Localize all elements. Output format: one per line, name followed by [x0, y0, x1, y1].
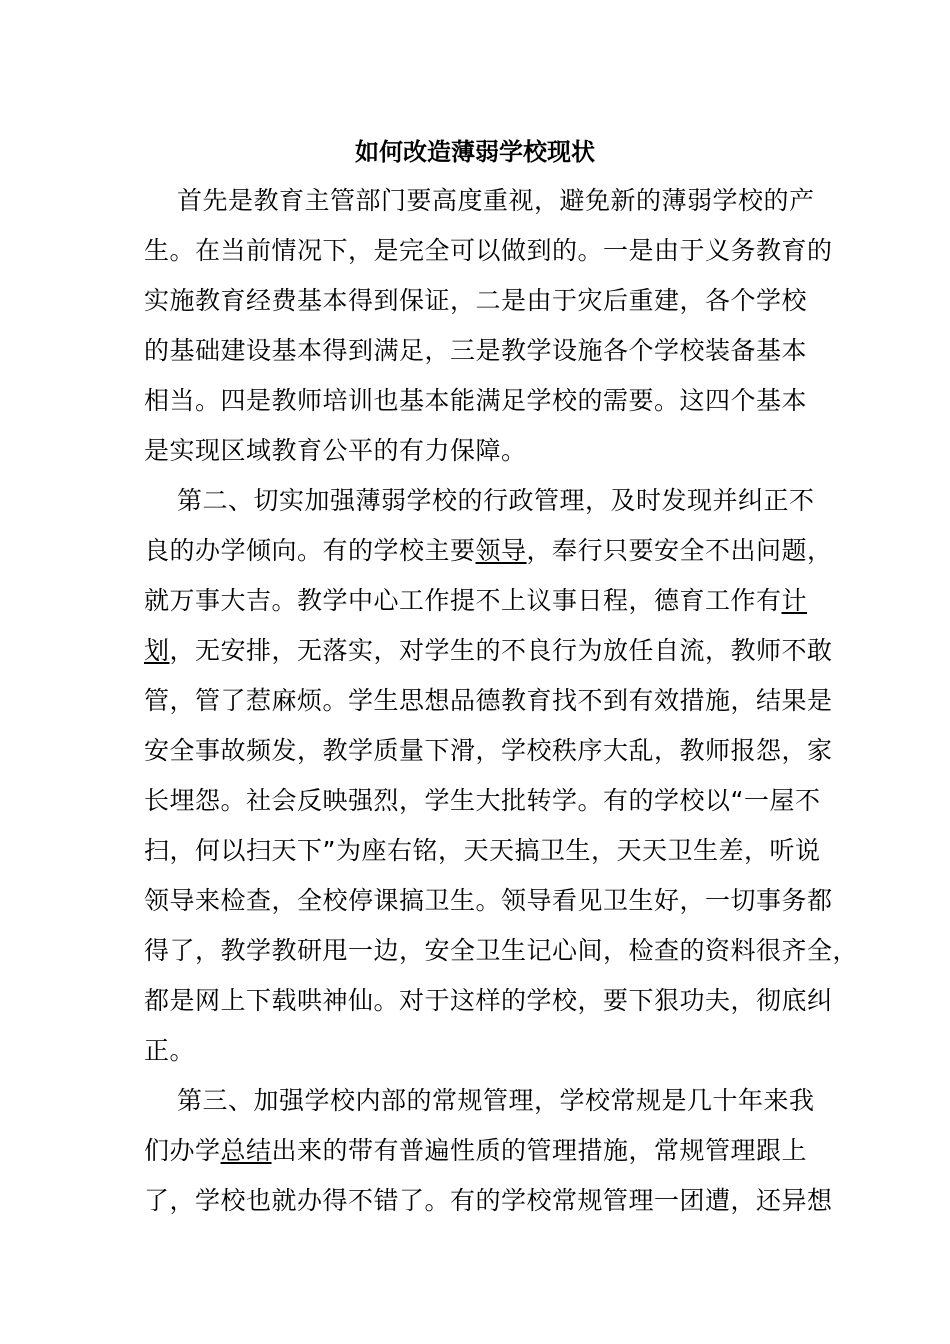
paragraph-line: 管，管了惹麻烦。学生思想品德教育找不到有效措施，结果是	[144, 686, 833, 715]
paragraph-line: 第二、切实加强薄弱学校的行政管理，及时发现并纠正不	[177, 486, 815, 515]
underlined-term: 领导	[475, 536, 527, 565]
paragraph-line: 正。	[144, 1036, 196, 1065]
paragraph-2	[144, 476, 859, 1076]
underlined-term: 总结	[220, 1136, 272, 1165]
document-body	[144, 176, 859, 1226]
text-run: 就万事大吉。教学中心工作提不上议事日程，德育工作有	[144, 586, 782, 615]
underlined-term: 计	[781, 586, 808, 615]
paragraph-line: 相当。四是教师培训也基本能满足学校的需要。这四个基本	[144, 386, 808, 415]
paragraph-line: 实施教育经费基本得到保证，二是由于灾后重建，各个学校	[144, 286, 808, 315]
paragraph-line: 都是网上下载哄神仙。对于这样的学校，要下狠功夫，彻底纠	[144, 986, 833, 1015]
paragraph-line: 长埋怨。社会反映强烈，学生大批转学。有的学校以“一屋不	[144, 786, 821, 815]
text-run: 良的办学倾向。有的学校主要	[144, 536, 476, 565]
paragraph-line	[144, 626, 833, 676]
text-run: 们办学	[144, 1136, 221, 1165]
paragraph-line: 的基础建设基本得到满足，三是教学设施各个学校装备基本	[144, 336, 808, 365]
paragraph-line: 生。在当前情况下，是完全可以做到的。一是由于义务教育的	[144, 236, 833, 265]
paragraph-line: 第三、加强学校内部的常规管理，学校常规是几十年来我	[177, 1086, 815, 1115]
document-title: 如何改造薄弱学校现状	[355, 138, 595, 166]
paragraph-line: 安全事故频发，教学质量下滑，学校秩序大乱，教师报怨，家	[144, 736, 833, 765]
paragraph-line: 领导来检查，全校停课搞卫生。领导看见卫生好，一切事务都	[144, 886, 833, 915]
paragraph-line	[144, 576, 824, 626]
paragraph-line	[144, 1126, 824, 1176]
paragraph-3	[144, 1076, 833, 1226]
paragraph-line: 首先是教育主管部门要高度重视，避免新的薄弱学校的产	[177, 186, 815, 215]
underlined-term: 划	[144, 636, 170, 665]
text-run: ，奉行只要安全不出问题，	[526, 536, 833, 565]
text-run: 出来的带有普遍性质的管理措施，常规管理跟上	[271, 1136, 808, 1165]
paragraph-line: 是实现区域教育公平的有力保障。	[144, 436, 527, 465]
paragraph-line: 扫，何以扫天下”为座右铭，天天搞卫生，天天卫生差，听说	[144, 836, 821, 865]
paragraph-line: 了，学校也就办得不错了。有的学校常规管理一团遭，还异想	[144, 1186, 833, 1215]
paragraph-line	[144, 526, 833, 576]
text-run: ，无安排，无落实，对学生的不良行为放任自流，教师不敢	[169, 636, 833, 665]
paragraph-line: 得了，教学教研甩一边，安全卫生记心间，检查的资料很齐全，	[144, 936, 859, 965]
paragraph-1	[144, 176, 833, 476]
